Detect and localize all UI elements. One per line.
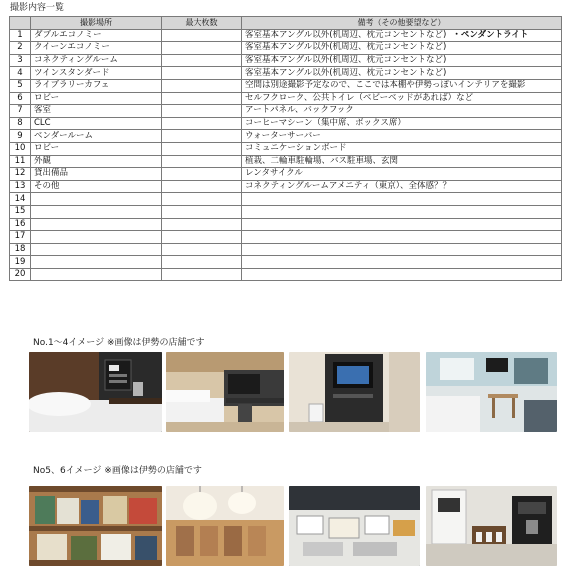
photo-lobby-amenity-counter [289,486,420,566]
row-number: 14 [10,193,31,206]
max-count-cell [162,180,242,193]
notes-cell [242,54,562,67]
row-number: 8 [10,117,31,130]
row-number: 18 [10,243,31,256]
notes-cell [242,256,562,269]
max-count-cell [162,168,242,181]
notes-text: 客室基本アングル以外(机周辺、枕元コンセントなど) [245,42,447,53]
max-count-cell [162,205,242,218]
shooting-place-cell: クイーンエコノミー [31,42,162,55]
max-count-cell [162,105,242,118]
shooting-place-cell: ダブルエコノミー [31,29,162,42]
notes-cell [242,168,562,181]
notes-cell [242,79,562,92]
shooting-place-cell: ロビー [31,92,162,105]
table-row [10,142,562,155]
notes-cell [242,142,562,155]
shooting-place-cell: 外観 [31,155,162,168]
notes-text: 客室基本アングル以外(机周辺、枕元コンセントなど) [245,67,447,78]
notes-text: コネクティングルームアメニティ（東京）、全体感？？ [245,181,451,192]
row-number: 20 [10,268,31,281]
max-count-cell [162,67,242,80]
shooting-place-cell [31,256,162,269]
photo-room-desk [166,352,284,432]
notes-emphasis: ・ペンダントライト [452,29,529,40]
max-count-cell [162,268,242,281]
row-number: 1 [10,29,31,42]
max-count-cell [162,42,242,55]
row-number: 2 [10,42,31,55]
notes-cell [242,218,562,231]
row-number: 15 [10,205,31,218]
notes-cell [242,105,562,118]
shooting-place-cell [31,243,162,256]
gallery-caption-rooms: No.1～4イメージ ※画像は伊勢の店舗です [33,338,205,348]
row-number: 4 [10,67,31,80]
table-row [10,67,562,80]
shooting-place-cell: コネクティングルーム [31,54,162,67]
shooting-place-cell [31,218,162,231]
row-number: 19 [10,256,31,269]
table-row [10,79,562,92]
shooting-place-cell [31,193,162,206]
shooting-place-cell: その他 [31,180,162,193]
table-row [10,256,562,269]
row-number: 16 [10,218,31,231]
row-number: 6 [10,92,31,105]
photo-library-bookshelf [29,486,162,566]
max-count-cell [162,54,242,67]
row-number: 5 [10,79,31,92]
notes-cell [242,42,562,55]
photo-lobby-coffee-machine [426,486,557,566]
table-row [10,243,562,256]
table-row [10,268,562,281]
notes-text: 客室基本アングル以外(机周辺、枕元コンセントなど) [245,55,447,66]
row-number: 11 [10,155,31,168]
shooting-place-cell: CLC [31,117,162,130]
row-number: 17 [10,231,31,244]
table-row [10,29,562,42]
table-row [10,130,562,143]
header-max-count: 最大枚数 [162,17,242,30]
max-count-cell [162,218,242,231]
row-number: 7 [10,105,31,118]
table-row [10,193,562,206]
row-number: 9 [10,130,31,143]
shooting-place-cell: ベンダールーム [31,130,162,143]
notes-text: 空間は別途撮影予定なので、ここでは本棚や伊勢っぽいインテリアを撮影 [245,80,526,91]
table-header-row [10,17,562,30]
row-number: 12 [10,168,31,181]
shooting-place-cell: ライブラリーカフェ [31,79,162,92]
notes-cell [242,205,562,218]
notes-cell [242,231,562,244]
shooting-place-cell: ツインスタンダード [31,67,162,80]
notes-cell [242,29,562,42]
notes-text: コミュニケーションボード [245,143,347,154]
table-row [10,54,562,67]
max-count-cell [162,117,242,130]
notes-cell [242,268,562,281]
table-row [10,180,562,193]
max-count-cell [162,193,242,206]
max-count-cell [162,256,242,269]
table-row [10,42,562,55]
shooting-place-cell [31,231,162,244]
max-count-cell [162,231,242,244]
notes-cell [242,180,562,193]
shooting-place-cell: 客室 [31,105,162,118]
photo-room-twin-window [426,352,557,432]
photo-room-tv-unit [289,352,420,432]
max-count-cell [162,243,242,256]
notes-text: レンタサイクル [245,168,303,179]
table-row [10,231,562,244]
max-count-cell [162,79,242,92]
notes-cell [242,243,562,256]
notes-text: 植栽、二輪車駐輪場、バス駐車場、玄関 [245,155,399,166]
notes-cell [242,155,562,168]
table-row [10,205,562,218]
row-number: 10 [10,142,31,155]
table-row [10,168,562,181]
shooting-place-cell [31,205,162,218]
header-no [10,17,31,30]
table-row [10,117,562,130]
shooting-list-table [9,16,562,281]
max-count-cell [162,29,242,42]
shooting-place-cell: 貸出備品 [31,168,162,181]
row-number: 3 [10,54,31,67]
notes-cell [242,117,562,130]
notes-text: 客室基本アングル以外(机周辺、枕元コンセントなど) [245,29,447,40]
max-count-cell [162,92,242,105]
notes-cell [242,67,562,80]
notes-text: ウォーターサーバー [245,130,321,141]
notes-text: コーヒーマシーン（集中席、ボックス席） [245,118,406,129]
shooting-place-cell: ロビー [31,142,162,155]
shooting-place-cell [31,268,162,281]
notes-text: アートパネル、バックフック [245,105,354,116]
table-body [10,29,562,281]
max-count-cell [162,142,242,155]
table-row [10,105,562,118]
table-row [10,218,562,231]
photo-room-bedside-panel [29,352,162,432]
table-row [10,155,562,168]
notes-cell [242,92,562,105]
row-number: 13 [10,180,31,193]
max-count-cell [162,155,242,168]
gallery-caption-library-lobby: No5、6イメージ ※画像は伊勢の店舗です [33,466,202,476]
photo-library-lanterns [166,486,284,566]
header-place: 撮影場所 [31,17,162,30]
notes-text: セルフクローク、公共トイレ（ベビーベッドがあれば）など [245,92,474,103]
max-count-cell [162,130,242,143]
page-title: 撮影内容一覧 [10,3,65,13]
notes-cell [242,193,562,206]
table-row [10,92,562,105]
header-notes: 備考（その他要望など） [242,17,562,30]
notes-cell [242,130,562,143]
